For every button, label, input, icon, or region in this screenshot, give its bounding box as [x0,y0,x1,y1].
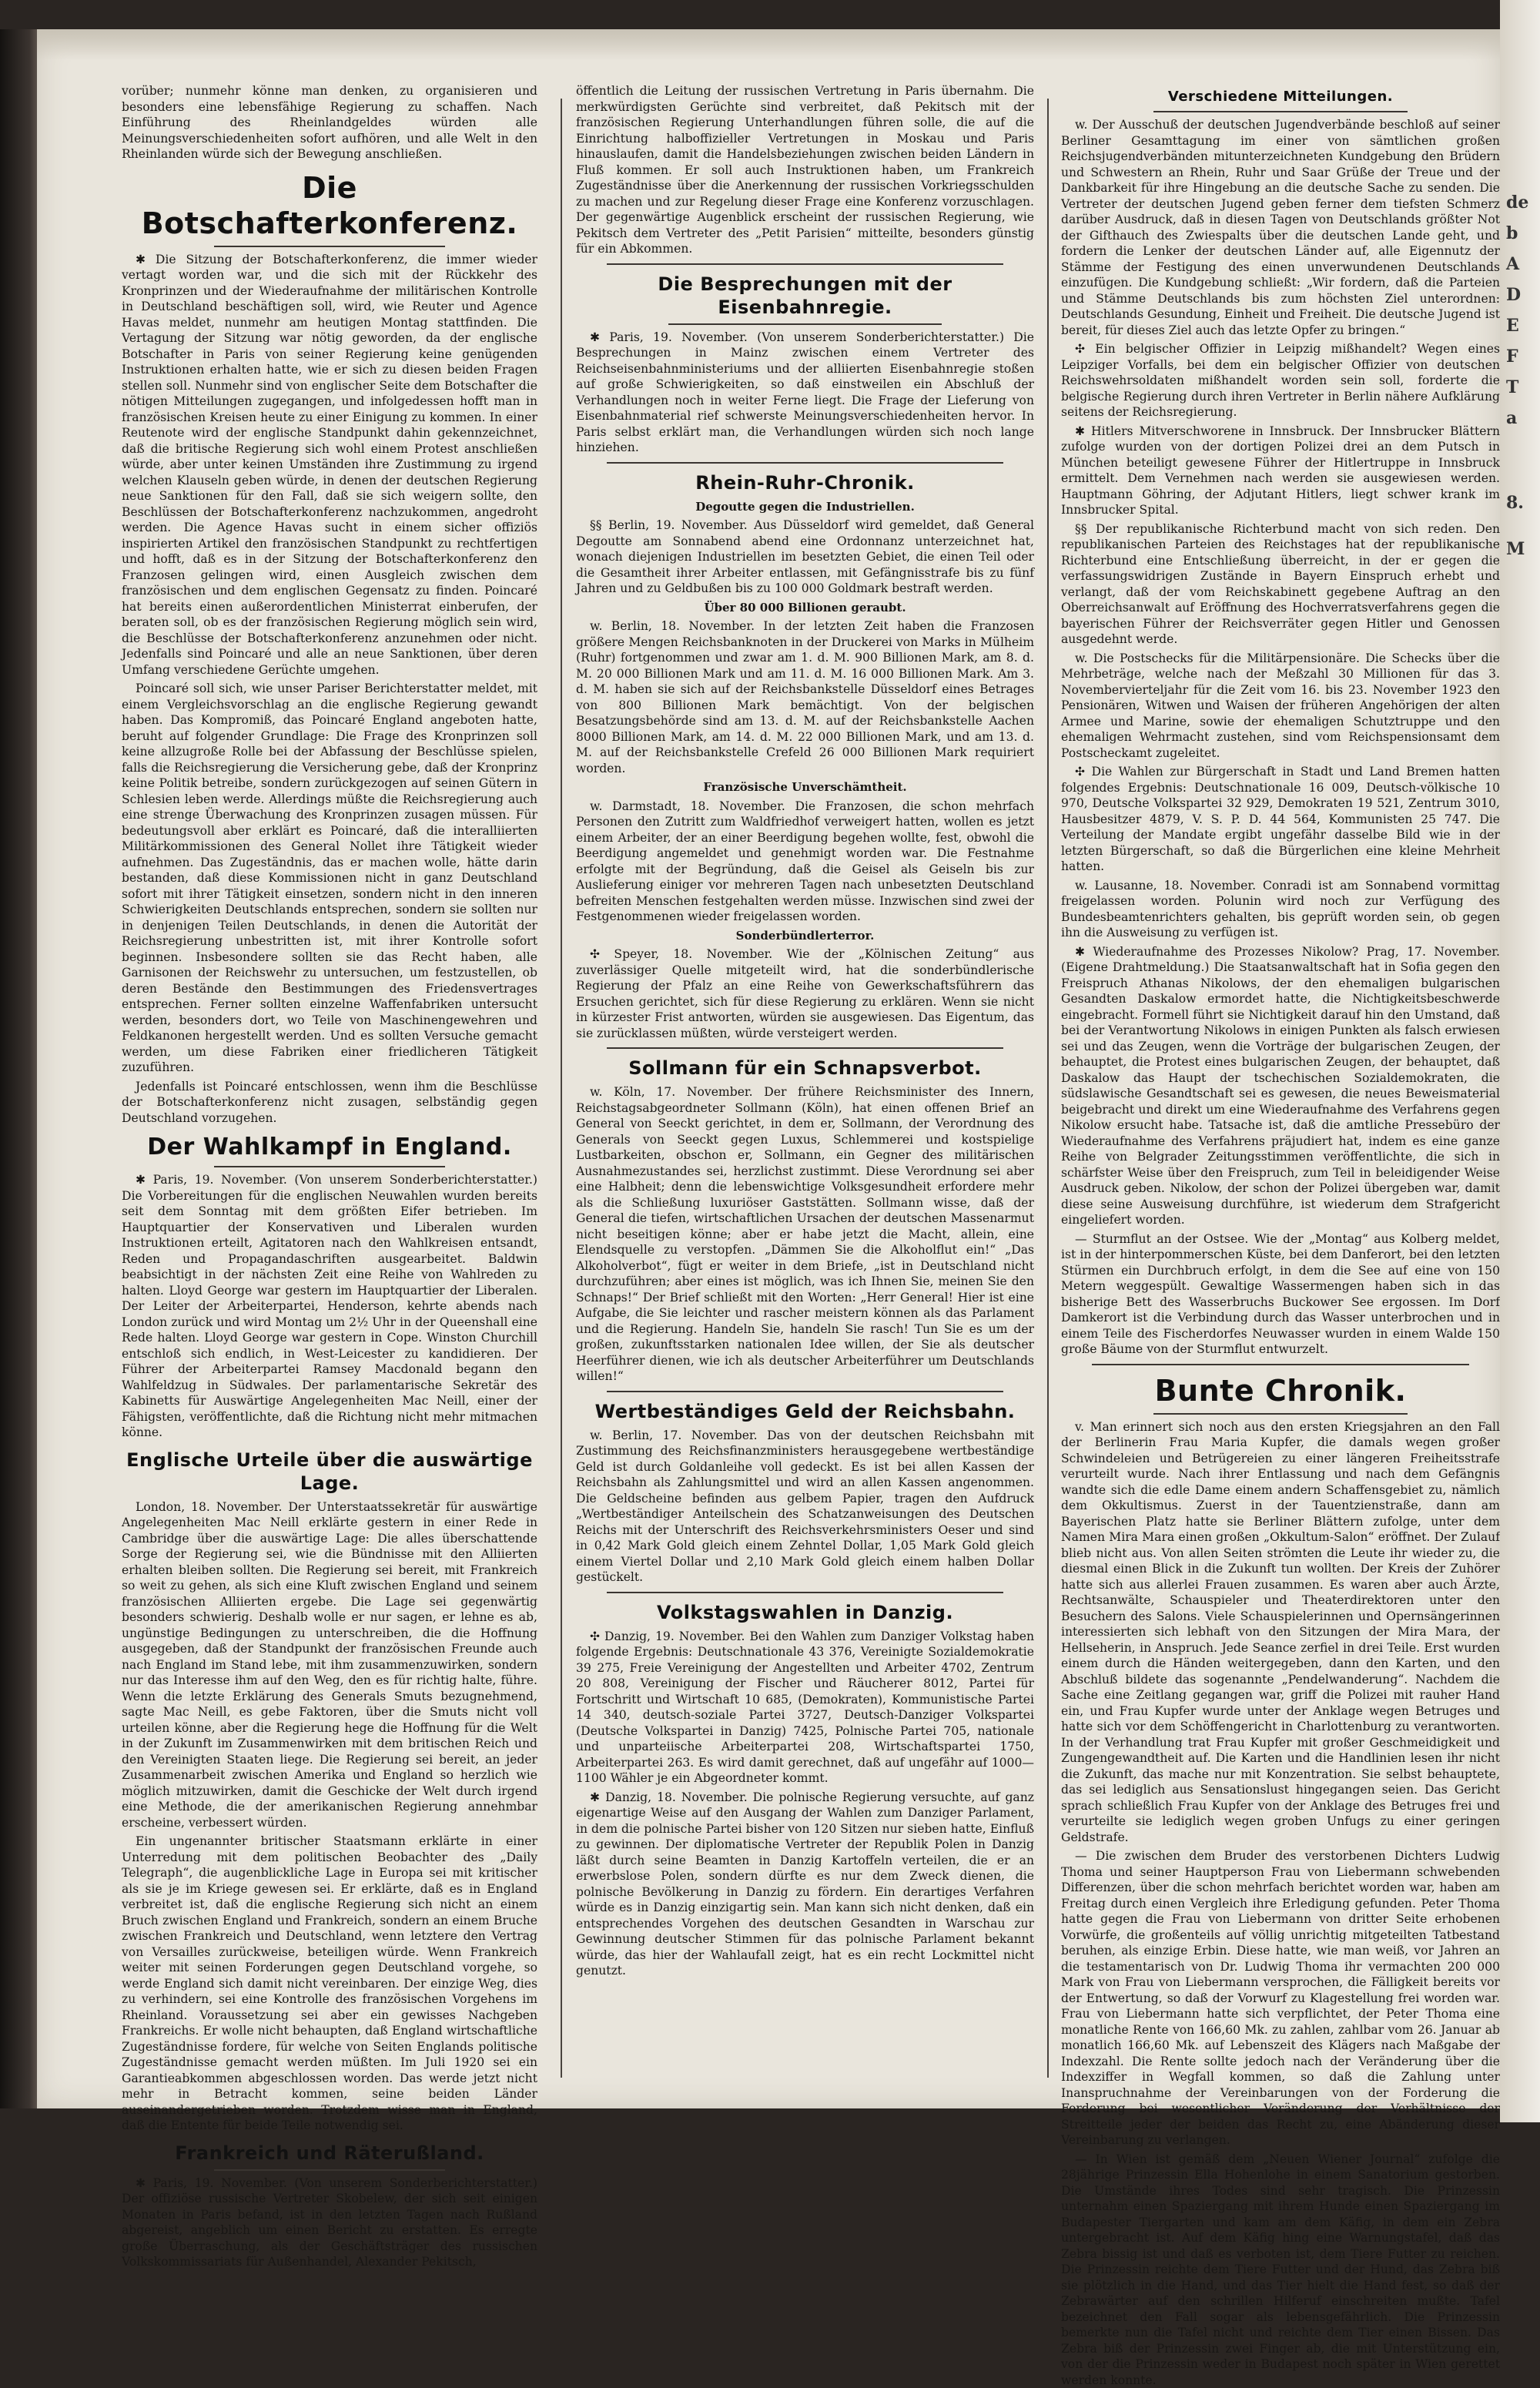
article-paragraph: ✣ Danzig, 19. November. Bei den Wahlen zum Danziger Volkstag haben folgende Ergebnis: Deutschnationale 43 376, Vereinigte Sozialdemokratie 39 275, Freie Vereinigung der Angestellten und Arbeiter 4702, Zentrum 20 808, Vereinigung der Fischer und Räucherer 8012, Partei für Fortschritt und Wirtschaft 10 685, (Demokraten), Kommunistische Partei 14 340, deutsch-soziale Partei 3727, Deutsch-Danziger Volkspartei (Deutsche Volkspartei in Danzig) 7425, Polnische Partei 705, nationale und unparteiische Arbeiterpartei 208, Wirtschaftspartei 1750, Arbeiterpartei 263. Es wird damit gerechnet, daß auf ungefähr auf 1000—1100 Wähler je ein Abgeordneter kommt. [576,1629,1034,1787]
column-2 [576,83,1034,2093]
margin-glyph: de [1506,193,1528,213]
rule [607,263,1003,265]
rule [1153,1413,1408,1415]
headline-botschafterkonferenz: Die Botschafterkonferenz. [122,170,537,241]
rule [214,246,445,247]
article-paragraph: — Sturmflut an der Ostsee. Wie der „Montag“ aus Kolberg meldet, ist in der hinterpommerschen Küste, bei dem Danferort, bei den letzten Stürmen ein Durchbruch erfolgt, in dem die See auf eine von 150 Metern weggespült. Gewaltige Wassermengen haben sich in das bisherige Bett des Wasserbruchs Buckower See ergossen. Im Dorf Damkerort ist die Verbindung durch das Wasser unterbrochen und in einem Teile des Fischerdorfes Neuwasser wurden in einem Walde 150 große Bäume von der Sturmflut entwurzelt. [1061,1231,1500,1358]
adjacent-page-edge [1500,0,1540,2122]
article-paragraph: ✱ Danzig, 18. November. Die polnische Regierung versuchte, auf ganz eigenartige Weise auf den Ausgang der Wahlen zum Danziger Parlament, in dem die polnische Partei bisher von 120 Sitzen nur sieben hatte, Einfluß zu gewinnen. Der diplomatische Vertreter der Republik Polen in Danzig läßt durch seine Beamten in Danzig Kartoffeln verteilen, die er an erwerbslose Polen, sondern dürfte es nur dem Zweck dienen, die polnische Bevölkerung in Danzig zu fördern. Ein derartiges Verfahren würde es in Danzig einzigartig sein. Man kann sich nicht denken, daß ein entsprechendes Vorgehen des deutschen Gesandten in Warschau zur Gewinnung deutscher Stimmen für das polnische Parlament bekannt würde, das hier der Wahlaufall zeigt, hat es ein recht Lockmittel nicht genutzt. [576,1790,1034,1979]
headline-sollmann: Sollmann für ein Schnapsverbot. [576,1057,1034,1080]
headline-frankreich-raeterussland: Frankreich und Räterußland. [122,2142,537,2165]
article-paragraph: w. Darmstadt, 18. November. Die Franzosen, die schon mehrfach Personen den Zutritt zum Waldfriedhof verweigert hatten, wollen es jetzt einem Arbeiter, der an einer Beerdigung begehen wollte, fest, obwohl die Beerdigung angemeldet und genehmigt worden war. Die Festnahme erfolgte mit der Begründung, daß die Geisel als Geiseln bis zur Auslieferung einiger vor mehreren Tagen nach unbesetzten Deutschland befreiten Menschen festgehalten werden müsse. Inzwischen sind zwei der Festgenommenen wieder freigelassen worden. [576,799,1034,925]
article-paragraph: Ein ungenannter britischer Staatsmann erklärte in einer Unterredung mit dem politischen Beobachter des „Daily Telegraph“, die augenblickliche Lage in Europa sei mit kritischer als sie je im Kriege gewesen sei. Er erklärte, daß es in England verbreitet ist, daß die englische Regierung sich nicht an einem Bruch zwischen England und Frankreich, sondern an einem Bruche zwischen Frankreich und Deutschland, wenn letztere den Vertrag von Versailles zurückweise, beteiligen würde. Wenn Frankreich weiter mit seinen Forderungen gegen Deutschland vorgehe, so werde England sich damit nicht vereinbaren. Der einzige Weg, dies zu verhindern, sei eine Kontrolle des französischen Vorgehens im Rheinland. Voraussetzung sei aber ein gewisses Nachgeben Frankreichs. Er wolle nicht behaupten, daß England wirtschaftliche Zugeständnisse fordere, für welche von Seiten Englands politische Zugeständnisse gemacht werden müßten. Im Juli 1920 sei ein Garantieabkommen abgeschlossen worden. Das werde jetzt nicht mehr in Betracht kommen, seine beiden Länder auseinandergetrieben worden. Trotzdem wisse man in England, daß die Entente für beide Teile notwendig sei. [122,1834,537,2134]
margin-glyph: T [1506,377,1518,397]
article-paragraph: v. Man erinnert sich noch aus den ersten Kriegsjahren an den Fall der Berlinerin Frau Maria Kupfer, die damals wegen großer Schwindeleien und Betrügereien zu einer längeren Freiheitsstrafe verurteilt wurde. Nach ihrer Entlassung und nach dem Gefängnis wandte sich die edle Dame einem andern Schaffensgebiet zu, nämlich dem Okkultismus. Zuerst in der Tauentzienstraße, dann am Bayerischen Platz hatte sie Berliner Blättern zufolge, unter dem Namen Mira Mara einen großen „Okkultum-Salon“ eröffnet. Der Zulauf blieb nicht aus. Von allen Seiten strömten die Leute ihr wieder zu, die diesmal einen Blick in die Zukunft tun wollten. Der Kreis der Zuhörer hatte sich aus allerlei Frauen zusammen. Es waren aber auch Ärzte, Rechtsanwälte, Schauspieler und Theaterdirektoren unter den Besuchern des Salons. Viele Schauspielerinnen und Opernsängerinnen interessierten sich lebhaft von den Sitzungen der Mira Mara, der Hellseherin, in Anspruch. Jede Seance zerfiel in drei Teile. Erst wurden einem durch die Händen weitergegeben, dann den Karten, und den Abschluß bildete das sogenannte „Pendelwanderung“. Nachdem die Sache eine Zeitlang gegangen war, griff die Polizei mit rauher Hand ein, und Frau Kupfer wurde unter der Anklage wegen Betruges und hatte sich vor dem Schöffengericht in Charlottenburg zu verantworten. In der Verhandlung trat Frau Kupfer mit großer Geschmeidigkeit und Zungengewandtheit auf. Die Karten und die Handlinien lesen ihr nicht die Zukunft, das mache nur mit Konzentration. Sie selbst behauptete, das sei lediglich aus Sensationslust hingegangen seien. Das Gericht sprach schließlich Frau Kupfer von der Anklage des Betruges frei und verurteilte sie lediglich wegen groben Unfugs zu einer geringen Geldstrafe. [1061,1419,1500,1846]
column-rule-1 [561,99,562,2078]
scan-shadow [37,29,1500,60]
article-paragraph: w. Köln, 17. November. Der frühere Reichsminister des Innern, Reichstagsabgeordneter Sollmann (Köln), hat einen offenen Brief an General von Seeckt gerichtet, in dem er, Sollmann, der Verordnung des Generals von Seeckt gegen Luxus, Schlemmerei und kostspielige Lustbarkeiten, obschon er, Sollmann, ein Gegner des militärischen Ausnahmezustandes sei, herzlichst zustimmt. Diese Verordnung sei aber eine Halbheit; denn die lebenswichtige Volksgesundheit erfordere mehr als die Schließung luxuriöser Gaststätten. Sollmann wisse, daß der General die tiefen, wirtschaftlichen Ursachen der deutschen Massenarmut nicht beseitigen könne; aber er habe jetzt die Macht, allein, eine Elendsquelle zu verstopfen. „Dämmen Sie die Alkoholflut ein!“ „Das Alkoholverbot“, fügt er weiter in dem Briefe, „ist in Deutschland nicht durchzuführen; aber eines ist möglich, was ich Ihnen Sie, meinen Sie den Schnaps!“ Der Brief schließt mit den Worten: „Herr General! Hier ist eine Aufgabe, die Sie leichter und rascher meistern können als das Parlament und die Regierung. Handeln Sie, handeln Sie rasch! Tun Sie es um der großen, zukunftsstarken nationalen Idee willen, der Sie als deutscher Heerführer dienen, wie ich als deutscher Arbeiterführer um Deutschlands willen!“ [576,1084,1034,1385]
article-paragraph: ✣ Die Wahlen zur Bürgerschaft in Stadt und Land Bremen hatten folgendes Ergebnis: Deutschnationale 16 009, Deutsch-völkische 10 970, Deutsche Volkspartei 32 929, Demokraten 19 521, Zentrum 3010, Hausbesitzer 4879, V. S. P. D. 44 564, Kommunisten 25 747. Die Verteilung der Mandate ergibt ungefähr dasselbe Bild wie in der letzten Bürgerschaft, so daß die Bürgerlichen eine kleine Mehrheit hatten. [1061,764,1500,875]
article-paragraph: ✣ Speyer, 18. November. Wie der „Kölnischen Zeitung“ aus zuverlässiger Quelle mitgeteilt wird, hat die sonderbündlerische Regierung der Pfalz an eine Reihe von Gewerkschaftsführern das Ersuchen gerichtet, sich für diese Regierung zu erklären. Wenn sie nicht in kürzester Frist antworten, würden sie ausgewiesen. Das Eigentum, das sie zurücklassen müßten, würde versteigert werden. [576,946,1034,1041]
article-paragraph: ✱ Paris, 19. November. (Von unserem Sonderberichterstatter.) Der offiziöse russische Vertreter Skobelew, der sich seit einigen Monaten in Paris befand, ist in den letzten Tagen nach Rußland abgereist, angeblich um einen Bericht zu erstatten. Es erregte große Überraschung, als der Geschäftsträger des russischen Volkskommissariats für Außenhandel, Alexander Pekitsch, [122,2175,537,2270]
rule [214,1166,445,1167]
column-rule-2 [1047,99,1049,2078]
article-paragraph: ✣ Ein belgischer Offizier in Leipzig mißhandelt? Wegen eines Leipziger Vorfalls, bei dem ein belgischer Offizier von deutschen Reichswehrsoldaten mißhandelt worden sein soll, forderte die belgische Regierung durch ihren Vertreter in Berlin nähere Aufklärung seitens der Reichsregierung. [1061,341,1500,420]
margin-glyph: A [1506,254,1519,274]
subhead: Französische Unverschämtheit. [576,779,1034,795]
article-paragraph: w. Die Postschecks für die Militärpensionäre. Die Schecks über die Mehrbeträge, welche nach der Meßzahl 30 Millionen für das 3. Novembervierteljahr für die Zeit vom 16. bis 23. November 1923 den Pensionären, Witwen und Waisen der früheren Angehörigen der alten Armee und Marine, sowie der ehemaligen Schutztruppe und den ehemaligen Wehrmacht zustehen, sind vom Reichspensionsamt dem Postscheckamt zugeleitet. [1061,651,1500,762]
margin-glyph: D [1506,285,1521,305]
rule [607,1391,1003,1392]
article-paragraph: w. Berlin, 18. November. In der letzten Zeit haben die Franzosen größere Mengen Reichsbanknoten in der Druckerei von Marks in Mülheim (Ruhr) fortgenommen und zwar am 1. d. M. 900 Billionen Mark, am 8. d. M. 20 000 Billionen Mark und am 11. d. M. 16 000 Billionen Mark. Am 3. d. M. haben sie sich auf der Reichsbankstelle Düsseldorf eines Betrages von 800 Billionen Mark bemächtigt. Von der belgischen Besatzungsbehörde sind am 13. d. M. auf der Reichsbankstelle Aachen 8000 Billionen Mark, am 14. d. M. 22 000 Billionen Mark, und am 13. d. M. auf der Reichsbankstelle Crefeld 26 000 Billionen Mark requiriert worden. [576,618,1034,776]
margin-glyph: 8. [1506,493,1524,513]
margin-glyph: F [1506,347,1518,367]
rule [607,1592,1003,1593]
article-paragraph: §§ Der republikanische Richterbund macht von sich reden. Den republikanischen Parteien des Reichstages hat der republikanische Richterbund eine Entschließung überreicht, in der er gegen die verfassungswidrigen Zustände in Bayern Einspruch erhebt und verlangt, daß der vom Reichskabinett gegebene Auftrag an den Oberreichsanwalt auf Eröffnung des Hochverratsverfahrens gegen die bayerischen Führer der Reichsverräter gegen Hitler und Genossen ausgedehnt werde. [1061,521,1500,648]
rule [668,323,942,325]
margin-glyph: b [1506,223,1518,243]
article-paragraph: Jedenfalls ist Poincaré entschlossen, wenn ihm die Beschlüsse der Botschafterkonferenz nicht zusagen, selbständig gegen Deutschland vorzugehen. [122,1079,537,1127]
rule [214,2169,445,2171]
article-paragraph: Poincaré soll sich, wie unser Pariser Berichterstatter meldet, mit einem Vergleichsvorschlag an die englische Regierung gewandt haben. Das Kompromiß, das Poincaré England angeboten hatte, beruht auf folgender Grundlage: Die Frage des Kronprinzen soll keine allzugroße Rolle bei der Abfassung der Beschlüsse spielen, falls die Reichsregierung die Versicherung gebe, daß der Kronprinz keine Politik betreibe, sondern zurückgezogen auf seinen Gütern in Schlesien leben werde. Allerdings müßte die Reichsregierung auch eine strenge Überwachung des Kronprinzen zusagen müssen. Für bedeutungsvoll aber erklärt es Poincaré, daß die interalliierten Militärkommissionen des General Nollet ihre Tätigkeit wieder aufnehmen. Das Zugeständnis, das er machen wolle, hätte darin bestanden, daß diese Kommissionen nicht in ganz Deutschland sofort mit ihrer Tätigkeit einsetzen, sondern nicht in den inneren Schwierigkeiten Deutschlands entsprechen, sondern sie sollten nur in denjenigen Teilen Deutschlands, in denen die Autorität der Reichsregierung unbestritten ist, mit ihrer Kontrolle sofort beginnen. Insbesondere sollten sie das Recht haben, alle Garnisonen der Reichswehr zu untersuchen, um festzustellen, ob deren Bestände den Bestimmungen des Friedensvertrages entsprechen. Ferner sollten einzelne Waffenfabriken untersucht werden, besonders dort, wo Teile von Maschinengewehren und Feldkanonen hergestellt werden. Und es sollten Versuche gemacht werden, um diese Fabriken einer friedlicheren Tätigkeit zuzuführen. [122,681,537,1076]
article-paragraph: ✱ Hitlers Mitverschworene in Innsbruck. Der Innsbrucker Blättern zufolge wurden von der dortigen Polizei drei an dem Putsch in München beteiligt gewesene Führer der Hitlertruppe in Innsbruck ermittelt. Dem Vernehmen nach werden sie ausgewiesen werden. Hauptmann Göhring, der Adjutant Hitlers, liegt schwer krank im Innsbrucker Spital. [1061,424,1500,518]
headline-rhein-ruhr-chronik: Rhein-Ruhr-Chronik. [576,471,1034,494]
article-paragraph: ✱ Wiederaufnahme des Prozesses Nikolow? Prag, 17. November. (Eigene Drahtmeldung.) Die Staatsanwaltschaft hat in Sofia gegen den Freispruch Athanas Nikolows, der den ehemaligen bulgarischen Gesandten Daskalow ermordet hatte, die Nichtigkeitsbeschwerde eingebracht. Formell führt sie Nichtigkeit darauf hin den Umstand, daß bei der Verantwortung Nikolows in einigen Punkten als falsch erwiesen sei und das Zeugen, wenn die Vorträge der bulgarischen Zeugen, der behauptet, die Protest eines bulgarischen Zeugen, der behauptet, daß Daskalow das Haupt der tschechischen Sozialdemokraten, die südslawische Gesandtschaft sei es gewesen, die neues Beweismaterial beigebracht und direkt um eine Wiederaufnahme des Verfahrens gegen Nikolow ersucht habe. Tatsache ist, daß die amtliche Pressebüro der Wiederaufnahme des Verfahrens präjudiert hat, indem es eine ganze Reihe von Belgrader Zeitungsstimmen veröffentlichte, die sich in schärfster Weise über den Freispruch, zum Teil in beleidigender Weise Ausdruck geben. Nikolow, der schon der Polizei übergeben war, damit diese seine Ausweisung durchführe, ist wiederum dem Strafgericht eingeliefert worden. [1061,944,1500,1228]
binding-gutter [0,29,37,2108]
subhead: Über 80 000 Billionen geraubt. [576,600,1034,616]
article-paragraph: w. Berlin, 17. November. Das von der deutschen Reichsbahn mit Zustimmung des Reichsfinanzministers herausgegebene wertbeständige Geld ist durch Goldanleihe voll gedeckt. Es ist bei allen Kassen der Reichsbahn als Zahlungsmittel und wird an allen Kassen angenommen. Die Geldscheine befinden aus gelbem Papier, tragen den Aufdruck „Wertbeständiger Anteilschein des Schatzanweisungen des Deutschen Reichs mit der Unterschrift des Reichsverkehrsministers Oeser und sind in 0,42 Mark Gold gleich einem Zehntel Dollar, 1,05 Mark Gold gleich einem Viertel Dollar und 2,10 Mark Gold gleich einem halben Dollar gestückelt. [576,1428,1034,1586]
subhead: Degoutte gegen die Industriellen. [576,499,1034,515]
headline-verschiedene-mitteilungen: Verschiedene Mitteilungen. [1061,88,1500,106]
article-paragraph: — In Wien ist gemäß dem „Neuen Wiener Journal“ zufolge die 28jährige Prinzessin Ella Hohenlohe in einem Sanatorium gestorben. Die Umstände ihres Todes sind sehr tragisch. Die Prinzessin unternahm einen Spaziergang mit ihrem Hunde einen Spaziergang im Budapester Tiergarten und kam am dem Käfig, in dem ein Zebra untergebracht ist. Auf dem Käfig hing eine Warnungstafel, daß das Zebra bissig ist und daß es verboten ist, dem Tiere Futter zu reichen. Die Prinzessin reichte dem Tiere Futter und der Hund, das Zebra biß sie plötzlich in die Hand, und das Tier hielt die Hand fest, so daß der Zebrawärter auf den schrillen Hilferuf einschreiten mußte. Tafel bezeichnet den Fall sogar als lebensgefährlich. Die Prinzessin bemerkte nun die Tafel nicht und reichte dem Tier einen Bissen. Das Zebra biß der Prinzessin zwei Finger ab, die mit Unterstützung ein, von der die Prinzessin weder in Budapest noch später in Wien gerettet werden konnte. [1061,2152,1500,2388]
article-paragraph: — Die zwischen dem Bruder des verstorbenen Dichters Ludwig Thoma und seiner Hauptperson Frau von Liebermann schwebenden Differenzen, über die schon mehrfach berichtet worden war, haben am Freitag durch einen Vergleich ihre Erledigung gefunden. Peter Thoma hatte gegen die Frau von Liebermann von dritter Seite erhobenen Vorwürfe, die großenteils auf völlig unrichtig mitgeteilten Tatbestand beruhen, als einzige Erbin. Diese hatte, wie man weiß, vor Jahren an die testamentarisch von Dr. Ludwig Thoma ihr vermachten 200 000 Mark von Frau von Liebermann versprochen, die Fälligkeit bereits vor der Entwertung, so daß der Vorwurf zu Klagestellung frei worden war. Frau von Liebermann hatte sich verpflichtet, der Peter Thoma eine monatliche Rente von 166,60 Mk. zu zahlen, zahlbar vom 26. Januar ab monatlich 166,60 Mk. auf Lebenszeit des Klägers nach Maßgabe der Indexzahl. Die Rente sollte jedoch nach der Veränderung über die Indexziffer in Wegfall kommen, so daß die Zahlung unter Inanspruchnahme der Vereinbarungen von der Forderung die Forderung bei wesentlicher Veränderung der Verhältnisse der Streitteile jeder der beiden das Recht zu, eine Abänderung dieser Vereinbarung zu verlangen. [1061,1848,1500,2149]
margin-glyph: M [1506,539,1525,559]
headline-reichsbahn-geld: Wertbeständiges Geld der Reichsbahn. [576,1400,1034,1423]
article-paragraph: ✱ Paris, 19. November. (Von unserem Sonderberichterstatter.) Die Besprechungen in Mainz zwischen einem Vertreter des Reichseisenbahnministeriums und der alliierten Eisenbahnregie stoßen auf große Schwierigkeiten, so daß einstweilen ein Abschluß der Verhandlungen noch in weiter Ferne liegt. Die Frage der Lieferung von Eisenbahnmaterial rief schwerste Meinungsverschiedenheiten hervor. In Paris selbst erklärt man, die Verhandlungen würden sich noch lange hinziehen. [576,330,1034,456]
rule [1153,111,1408,112]
col1-intro: vorüber; nunmehr könne man denken, zu organisieren und besonders eine lebensfähige Regierung zu schaffen. Nach Einführung des Rheinlandgeldes würden alle Meinungsverschiedenheiten sofort aufhören, und alle Welt in den Rheinlanden würde sich der Bewegung anschließen. [122,83,537,162]
article-paragraph: ✱ Paris, 19. November. (Von unserem Sonderberichterstatter.) Die Vorbereitungen für die englischen Neuwahlen wurden bereits seit dem Sonntag mit dem größten Eifer betrieben. Im Hauptquartier der Konservativen und Liberalen wurden Instruktionen erteilt, Agitatoren nach den Wahlkreisen entsandt, Reden und Propagandaschriften ausgearbeitet. Baldwin beabsichtigt in der nächsten Zeit eine Reihe von Wahlreden zu halten. Lloyd George war gestern im Hauptquartier der Liberalen. Der Leiter der Arbeiterpartei, Henderson, kehrte abends nach London zurück und wird Montag um 2½ Uhr in der Queenshall eine Rede halten. Lloyd George war gestern in Cope. Winston Churchill entschloß sich endlich, in West-Leicester zu kandidieren. Der Führer der Arbeiterpartei Ramsey Macdonald begann den Wahlfeldzug in Südwales. Der parlamentarische Sekretär des Kabinetts für Auswärtige Angelegenheiten Mac Neill, einer der Fähigsten, veröffentlichte, daß die Richtung nicht mehr mitmachen könne. [122,1172,537,1441]
headline-danzig-wahlen: Volkstagswahlen in Danzig. [576,1601,1034,1624]
newspaper-page [37,29,1500,2108]
article-paragraph: w. Lausanne, 18. November. Conradi ist am Sonnabend vormittag freigelassen worden. Polunin wird noch zur Verfügung des Bundesbeamtenrichters gehalten, bis geprüft worden sein, ob gegen ihn die Ausweisung zu verfügen ist. [1061,878,1500,941]
rule [1092,1364,1469,1365]
article-paragraph: London, 18. November. Der Unterstaatssekretär für auswärtige Angelegenheiten Mac Neill erklärte gestern in einer Rede in Cambridge über die auswärtige Lage: Die alles überschattende Sorge der Regierung sei, wie die Bündnisse mit den Alliierten erhalten bleiben sollten. Die Regierung sei bereit, mit Frankreich so weit zu gehen, als sich eine Kluft zwischen England und seinem französischen Alliierten ergebe. Die Lage sei gegenwärtig besonders schwierig. Deshalb wolle er nur sagen, er lehne es ab, ungünstige Bedingungen zu unterschreiben, die die Hoffnung ausgegeben, daß der Standpunkt der französischen Freunde auch nach England im Stand lebe, mit ihm zusammenzuwirken, sondern nur das Interesse ihm auf den Weg, den es für richtig halte, führe. Wenn die letzte Erklärung des Generals Smuts bezugnehmend, sagte Mac Neill, es gebe Faktoren, über die Smuts nicht voll urteilen könne, aber die Regierung hege die Hoffnung für die Welt in der Zukunft im Zusammenwirken mit dem britischen Reich und den Vereinigten Staaten liege. Die Regierung sei bereit, an jeder Zusammenarbeit zwischen Amerika und England so herzlich wie möglich mitzuwirken, damit die Geschicke der Welt durch irgend eine Methode, die der amerikanischen Regierung annehmbar erscheine, verbessert würden. [122,1499,537,1831]
article-paragraph: §§ Berlin, 19. November. Aus Düsseldorf wird gemeldet, daß General Degoutte am Sonnabend abend eine Ordonnanz unterzeichnet hat, wonach diejenigen Industriellen im besetzten Gebiet, die einen Teil oder die Gesamtheit ihrer Arbeiter entlassen, mit Gefängnisstrafe bis zu fünf Jahren und zu Geldbußen bis zu 100 000 Goldmark bestraft werden. [576,517,1034,597]
column-1 [122,83,537,2093]
headline-eisenbahnregie: Die Besprechungen mit der Eisenbahnregie. [576,273,1034,319]
margin-glyph: a [1506,408,1517,428]
article-paragraph: w. Der Ausschuß der deutschen Jugendverbände beschloß auf seiner Berliner Gesamttagung im einer von sämtlichen großen Reichsjugendverbänden mitunterzeichneten Kundgebung den Brüdern und Schwestern an Rhein, Ruhr und Saar Grüße der Treue und der Dankbarkeit für ihre Hingebung an die deutsche Sache zu senden. Die Vertreter der deutschen Jugend geben ferner dem tiefsten Schmerz darüber Ausdruck, daß in diesen Tagen von Deutschlands größter Not der Gifthauch des Zwiespalts über die deutschen Lande geht, und fordern die Lenker der deutschen Länder auf, alle Eigennutz der Stämme der Festigung des einen unverwundenen Deutschlands einzufügen. Die Kundgebung schließt: „Wir fordern, daß die Parteien und Stämme Deutschlands bis zum höchsten Ziel unterordnen: Deutschlands Gesundung, Einheit und Freiheit. Die deutsche Jugend ist bereit, für dieses Ziel auch das letzte Opfer zu bringen.“ [1061,117,1500,338]
column-3 [1061,83,1500,2093]
headline-wahlkampf-england: Der Wahlkampf in England. [122,1134,537,1161]
col2-continuation: öffentlich die Leitung der russischen Vertretung in Paris übernahm. Die merkwürdigsten Gerüchte sind verbreitet, daß Pekitsch mit der französischen Regierung Unterhandlungen führen solle, die auf die Einrichtung halboffizieller Vertretungen in Moskau und Paris hinauslaufen, damit die Handelsbeziehungen zwischen beiden Ländern in Fluß kommen. Er soll auch Instruktionen haben, um Frankreich Zugeständnisse über die Anerkennung der russischen Vorkriegsschulden zu machen und zur Regelung dieser Frage eine Konferenz vorzuschlagen. Der gegenwärtige Augenblick erscheint der russischen Regierung, wie Pekitsch dem Vertreter des „Petit Parisien“ mitteilte, besonders günstig für ein Abkommen. [576,83,1034,257]
rule [607,462,1003,464]
margin-glyph: E [1506,316,1519,336]
article-paragraph: ✱ Die Sitzung der Botschafterkonferenz, die immer wieder vertagt worden war, und die sich mit der Rückkehr des Kronprinzen und der Wiederaufnahme der militärischen Kontrolle in Deutschland beschäftigen soll, wird, wie Reuter und Agence Havas meldet, nunmehr am heutigen Montag stattfinden. Die Vertagung der Sitzung war nötig geworden, da der englische Botschafter in Paris von seiner Regierung keine genügenden Instruktionen erhalten hatte, wie er sich zu diesen beiden Fragen stellen soll. Nunmehr sind von englischer Seite dem Botschafter die nötigen Mitteilungen zugegangen, und infolgedessen hofft man in französischen Kreisen heute zu einer Einigung zu kommen. In einer Reutenote wird der englische Standpunkt dahin gekennzeichnet, daß die britische Regierung sich wohl einem Protest anschließen würde, aber unter keinen Umständen ihre Zustimmung zu irgend welchen Klauseln geben würde, in denen der deutschen Regierung neue Sanktionen für den Fall, daß sie sich weigern sollte, den Beschlüssen der Botschafterkonferenz nachzukommen, angedroht werden. Die Agence Havas sucht in einem sicher offiziös inspirierten Artikel den französischen Standpunkt zu rechtfertigen und hofft, daß es in der Sitzung der Botschafterkonferenz den Franzosen gelingen wird, einen Ausgleich zwischen dem französischen und dem englischen Gegensatz zu finden. Poincaré hat bereits einen außerordentlichen Ministerrat einberufen, der beraten soll, ob es der französischen Regierung möglich sein wird, die Beschlüsse der Botschafterkonferenz anzunehmen oder nicht. Jedenfalls sind Poincaré und alle an neue Sanktionen, über deren Umfang verschiedene Gerüchte umgehen. [122,252,537,678]
rule [607,1047,1003,1049]
headline-bunte-chronik: Bunte Chronik. [1061,1373,1500,1408]
headline-englische-urteile: Englische Urteile über die auswärtige Lage. [122,1449,537,1495]
subhead: Sonderbündlerterror. [576,928,1034,944]
